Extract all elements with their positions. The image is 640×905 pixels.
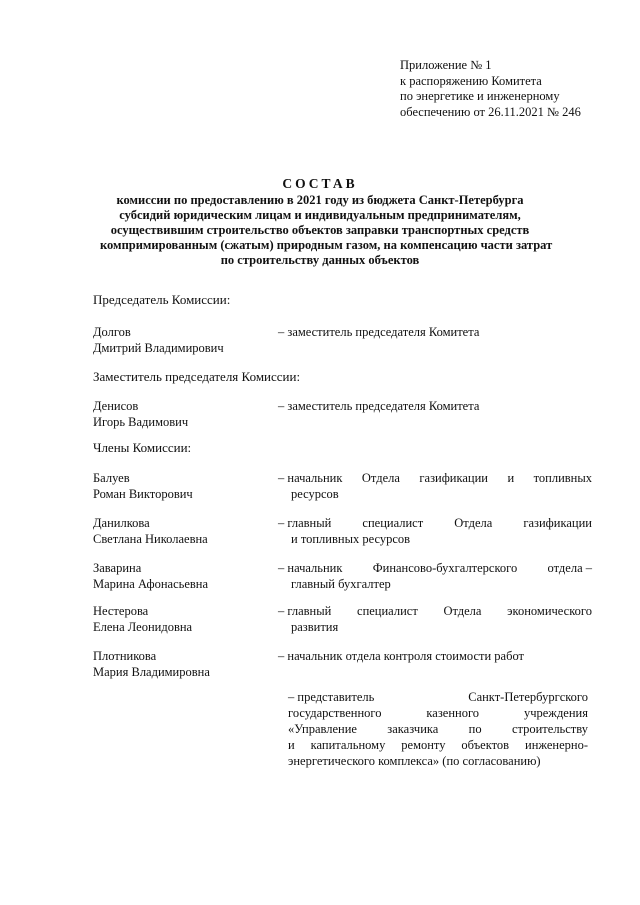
member-name: [93, 648, 273, 680]
subtitle-line: компримированным (сжатым) природным газом, на компенсацию части затрат: [100, 238, 553, 252]
appendix-line: Приложение № 1: [400, 58, 492, 72]
member-given-name: Светлана Николаевна: [93, 532, 208, 546]
rep-line: [288, 705, 588, 721]
member-surname: Балуев: [93, 471, 130, 485]
subtitle-line: субсидий юридическим лицам и индивидуальным предпринимателям,: [119, 208, 521, 222]
member-surname: Заварина: [93, 561, 142, 575]
role-word: Финансово-бухгалтерского: [372, 561, 518, 575]
member-role: [278, 398, 592, 414]
rep-word: Санкт-Петербургского: [468, 690, 588, 704]
member-given-name: Роман Викторович: [93, 487, 193, 501]
role-word: газификации: [419, 471, 488, 485]
member-given-name: Мария Владимировна: [93, 665, 210, 679]
role-line: [278, 560, 592, 576]
rep-line: [288, 721, 588, 737]
role-word: ресурсов: [291, 487, 339, 501]
subtitle-line: осуществившим строительство объектов заправки транспортных средств: [110, 223, 530, 237]
rep-word: – представитель: [288, 690, 375, 704]
member-given-name: Дмитрий Владимирович: [93, 341, 224, 355]
member-role: [278, 648, 592, 664]
role-word: главный бухгалтер: [291, 577, 391, 591]
role-word: Отдела: [454, 516, 493, 530]
member-role: [278, 603, 592, 635]
section-heading-deputy: Заместитель председателя Комиссии:: [93, 369, 301, 384]
rep-word: инженерно-: [525, 738, 588, 752]
role-line: [278, 531, 592, 547]
role-line: [278, 648, 592, 664]
role-line: [278, 619, 592, 635]
section-heading-members: Члены Комиссии:: [93, 440, 192, 455]
rep-word: государственного: [288, 706, 382, 720]
rep-word: по: [468, 722, 482, 736]
member-surname: Денисов: [93, 399, 139, 413]
member-given-name: Елена Леонидовна: [93, 620, 193, 634]
role-word: отдела –: [547, 561, 592, 575]
subtitle-line: комиссии по предоставлению в 2021 году из бюджета Санкт-Петербурга: [116, 193, 524, 207]
subtitle-line: по строительству данных объектов: [220, 253, 420, 267]
member-role: [278, 560, 592, 592]
rep-word: объектов: [461, 738, 510, 752]
member-role: [278, 324, 592, 340]
role-line: [278, 603, 592, 619]
document-title: СОСТАВ: [282, 176, 358, 191]
member-surname: Долгов: [93, 325, 131, 339]
member-given-name: Игорь Вадимович: [93, 415, 189, 429]
member-surname: Нестерова: [93, 604, 149, 618]
member-name: [93, 560, 273, 592]
member-role: [278, 515, 592, 547]
role-word: Отдела: [443, 604, 482, 618]
member-surname: Плотникова: [93, 649, 157, 663]
role-line: [278, 515, 592, 531]
appendix-line: к распоряжению Комитета: [400, 73, 542, 88]
appendix-line: по энергетике и инженерному: [400, 89, 560, 103]
member-name: [93, 515, 273, 547]
rep-word: энергетического комплекса» (по согласованию): [288, 754, 541, 768]
role-word: и: [507, 471, 515, 485]
member-surname: Данилкова: [93, 516, 150, 530]
rep-word: заказчика: [387, 722, 439, 736]
rep-word: казенного: [426, 706, 480, 720]
representative-block: [288, 689, 588, 769]
role-word: топливных: [533, 471, 592, 485]
document-subtitle: [100, 193, 553, 268]
role-word: экономического: [507, 604, 592, 618]
role-line: – заместитель председателя Комитета: [278, 325, 480, 339]
rep-line: [288, 753, 588, 769]
member-name: [93, 603, 273, 635]
role-word: – главный: [278, 516, 332, 530]
rep-line: [288, 689, 588, 705]
member-name: [93, 398, 273, 430]
role-line: – заместитель председателя Комитета: [278, 399, 480, 413]
rep-word: строительству: [511, 722, 588, 736]
role-word: – начальник: [278, 471, 343, 485]
appendix-block: [400, 58, 600, 120]
role-word: – главный: [278, 604, 332, 618]
role-word: специалист: [362, 516, 424, 530]
rep-word: «Управление: [288, 722, 357, 736]
member-name: [93, 470, 273, 502]
rep-line: [288, 737, 588, 753]
role-line: [278, 470, 592, 486]
rep-word: ремонту: [401, 738, 446, 752]
section-heading-chair: Председатель Комиссии:: [93, 292, 231, 307]
member-role: [278, 470, 592, 502]
role-line: [278, 486, 592, 502]
member-name: [93, 324, 273, 356]
role-word: Отдела: [361, 471, 400, 485]
role-word: – начальник отдела контроля стоимости работ: [278, 649, 525, 663]
role-word: – начальник: [278, 561, 343, 575]
role-word: специалист: [357, 604, 418, 618]
rep-word: капитальному: [310, 738, 386, 752]
rep-word: и: [288, 738, 295, 752]
role-word: развития: [291, 620, 339, 634]
rep-word: учреждения: [523, 706, 588, 720]
role-word: газификации: [523, 516, 592, 530]
role-line: [278, 576, 592, 592]
appendix-line: обеспечению от 26.11.2021 № 246: [400, 104, 581, 119]
role-word: и топливных ресурсов: [291, 532, 411, 546]
member-given-name: Марина Афонасьевна: [93, 577, 209, 591]
